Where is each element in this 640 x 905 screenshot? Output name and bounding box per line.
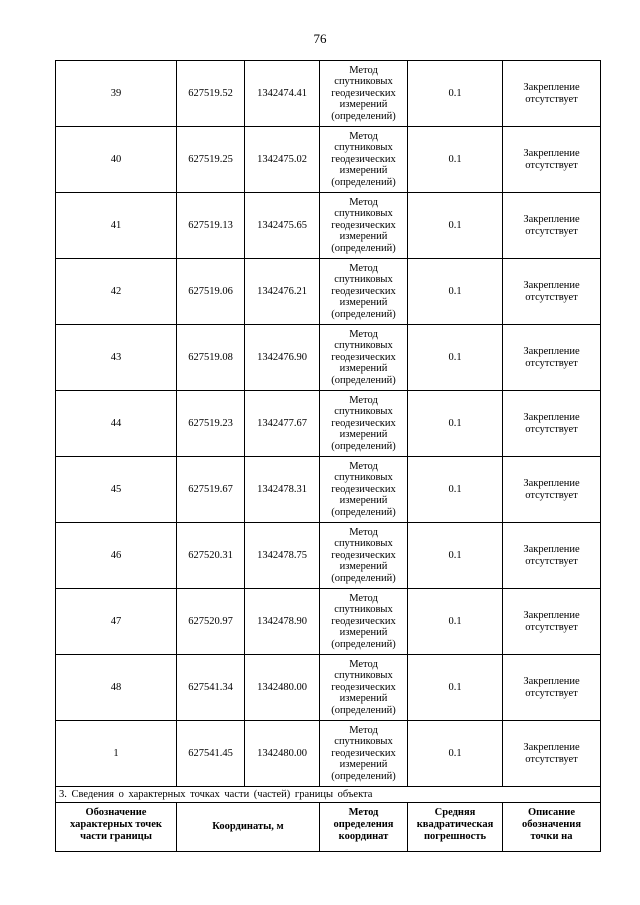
point-number-cell: 43 (56, 325, 177, 391)
x-coordinate-cell: 627541.34 (177, 655, 245, 721)
y-coordinate-cell: 1342478.75 (245, 523, 320, 589)
section-title-row (56, 787, 601, 803)
fixing-description-cell: Закрепление отсутствует (503, 457, 601, 523)
mean-error-cell: 0.1 (408, 259, 503, 325)
method-cell: Метод спутниковых геодезических измерений (определений) (320, 523, 408, 589)
table-row (56, 655, 601, 721)
fixing-description-cell: Закрепление отсутствует (503, 61, 601, 127)
x-coordinate-cell: 627541.45 (177, 721, 245, 787)
method-cell: Метод спутниковых геодезических измерений (определений) (320, 457, 408, 523)
section-title: 3. Сведения о характерных точках части (частей) границы объекта (56, 787, 601, 803)
y-coordinate-cell: 1342476.21 (245, 259, 320, 325)
table-row (56, 193, 601, 259)
method-cell: Метод спутниковых геодезических измерений (определений) (320, 721, 408, 787)
mean-error-cell: 0.1 (408, 589, 503, 655)
table-row (56, 259, 601, 325)
y-coordinate-cell: 1342480.00 (245, 655, 320, 721)
x-coordinate-cell: 627520.97 (177, 589, 245, 655)
fixing-description-cell: Закрепление отсутствует (503, 523, 601, 589)
x-coordinate-cell: 627519.52 (177, 61, 245, 127)
header-method: Метод определения координат (320, 803, 408, 852)
mean-error-cell: 0.1 (408, 127, 503, 193)
mean-error-cell: 0.1 (408, 655, 503, 721)
fixing-description-cell: Закрепление отсутствует (503, 325, 601, 391)
point-number-cell: 39 (56, 61, 177, 127)
point-number-cell: 1 (56, 721, 177, 787)
table-header-row (56, 803, 601, 852)
header-point-designation: Обозначение характерных точек части границы (56, 803, 177, 852)
x-coordinate-cell: 627519.08 (177, 325, 245, 391)
x-coordinate-cell: 627519.67 (177, 457, 245, 523)
mean-error-cell: 0.1 (408, 61, 503, 127)
header-mean-error: Средняя квадратическая погрешность (408, 803, 503, 852)
header-coordinates: Координаты, м (177, 803, 320, 852)
method-cell: Метод спутниковых геодезических измерений (определений) (320, 193, 408, 259)
method-cell: Метод спутниковых геодезических измерений (определений) (320, 127, 408, 193)
page-number: 76 (313, 31, 327, 46)
fixing-description-cell: Закрепление отсутствует (503, 193, 601, 259)
y-coordinate-cell: 1342475.65 (245, 193, 320, 259)
mean-error-cell: 0.1 (408, 457, 503, 523)
point-number-cell: 47 (56, 589, 177, 655)
point-number-cell: 48 (56, 655, 177, 721)
fixing-description-cell: Закрепление отсутствует (503, 391, 601, 457)
boundary-points-table (55, 60, 601, 852)
method-cell: Метод спутниковых геодезических измерений (определений) (320, 655, 408, 721)
points-table-body (56, 61, 601, 787)
table-row (56, 325, 601, 391)
x-coordinate-cell: 627519.23 (177, 391, 245, 457)
point-number-cell: 40 (56, 127, 177, 193)
table-row (56, 589, 601, 655)
y-coordinate-cell: 1342474.41 (245, 61, 320, 127)
point-number-cell: 45 (56, 457, 177, 523)
mean-error-cell: 0.1 (408, 193, 503, 259)
y-coordinate-cell: 1342478.90 (245, 589, 320, 655)
x-coordinate-cell: 627519.06 (177, 259, 245, 325)
point-number-cell: 44 (56, 391, 177, 457)
point-number-cell: 41 (56, 193, 177, 259)
table-row (56, 457, 601, 523)
table-row (56, 523, 601, 589)
mean-error-cell: 0.1 (408, 391, 503, 457)
point-number-cell: 46 (56, 523, 177, 589)
table-row (56, 61, 601, 127)
header-description: Описание обозначения точки на (503, 803, 601, 852)
table-row (56, 127, 601, 193)
method-cell: Метод спутниковых геодезических измерений (определений) (320, 391, 408, 457)
y-coordinate-cell: 1342480.00 (245, 721, 320, 787)
fixing-description-cell: Закрепление отсутствует (503, 589, 601, 655)
y-coordinate-cell: 1342475.02 (245, 127, 320, 193)
point-number-cell: 42 (56, 259, 177, 325)
method-cell: Метод спутниковых геодезических измерений (определений) (320, 589, 408, 655)
x-coordinate-cell: 627519.25 (177, 127, 245, 193)
mean-error-cell: 0.1 (408, 325, 503, 391)
method-cell: Метод спутниковых геодезических измерений (определений) (320, 325, 408, 391)
mean-error-cell: 0.1 (408, 721, 503, 787)
table-row (56, 391, 601, 457)
method-cell: Метод спутниковых геодезических измерений (определений) (320, 61, 408, 127)
x-coordinate-cell: 627519.13 (177, 193, 245, 259)
fixing-description-cell: Закрепление отсутствует (503, 655, 601, 721)
y-coordinate-cell: 1342476.90 (245, 325, 320, 391)
fixing-description-cell: Закрепление отсутствует (503, 127, 601, 193)
method-cell: Метод спутниковых геодезических измерений (определений) (320, 259, 408, 325)
y-coordinate-cell: 1342478.31 (245, 457, 320, 523)
x-coordinate-cell: 627520.31 (177, 523, 245, 589)
mean-error-cell: 0.1 (408, 523, 503, 589)
table-row (56, 721, 601, 787)
fixing-description-cell: Закрепление отсутствует (503, 721, 601, 787)
fixing-description-cell: Закрепление отсутствует (503, 259, 601, 325)
y-coordinate-cell: 1342477.67 (245, 391, 320, 457)
